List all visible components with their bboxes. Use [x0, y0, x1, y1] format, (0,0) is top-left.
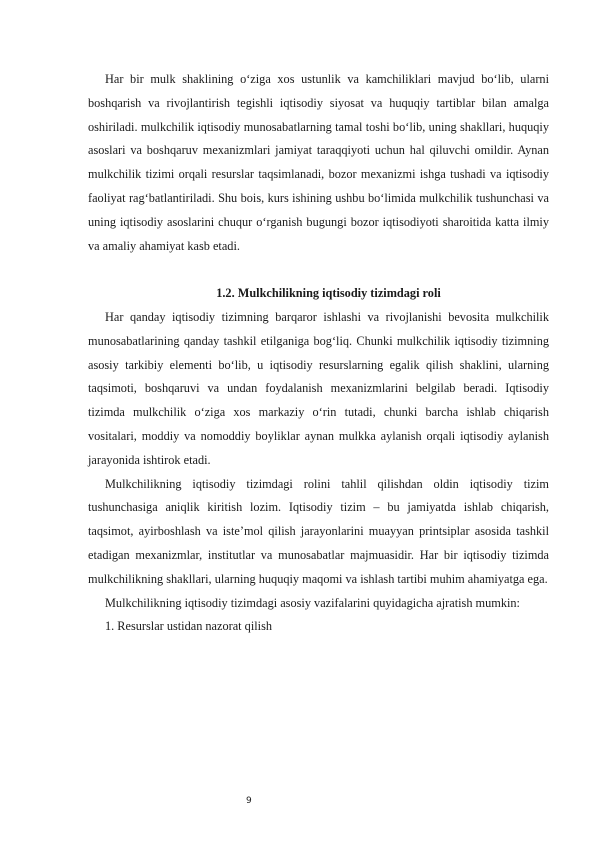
paragraph-spacer: [88, 258, 549, 282]
body-paragraph-3: Mulkchilikning iqtisodiy tizimdagi rolini tahlil qilishdan oldin iqtisodiy tizim tushunchasiga aniqlik kiritish lozim. Iqtisodiy tizim – bu jamiyatda ishlab chiqarish, taqsimot, ayirboshlash va iste’mol qilish jarayonlarini muayyan printsiplar asosida tashkil etadigan mexanizmlar, institutlar va munosabatlar majmuasidir. Har bir iqtisodiy tizimda mulkchilikning shakllari, ularning huquqiy maqomi va ishlash tartibi muhim ahamiyatga ega.: [88, 476, 549, 586]
document-body: [88, 68, 549, 639]
body-paragraph-1: Har bir mulk shaklining o‘ziga xos ustunlik va kamchiliklari mavjud bo‘lib, ularni boshqarish va rivojlantirish tegishli iqtisodiy siyosat va huquqiy tartiblar bilan amalga oshiriladi. mulkchilik iqtisodiy munosabatlarning tamal toshi bo‘lib, uning shakllari, huquqiy asoslari va boshqaruv mexanizmlari jamiyat taraqqiyoti uchun hal qiluvchi omildir. Aynan mulkchilik tizimi orqali resurslar taqsimlanadi, bozor mexanizmi ishga tushadi va iqtisodiy faoliyat rag‘batlantiriladi. Shu bois, kurs ishining ushbu bo‘limida mulkchilik tushunchasi va uning iqtisodiy asoslarini chuqur o‘rganish bugungi bozor iqtisodiyoti sharoitida katta ilmiy va amaliy ahamiyat kasb etadi.: [88, 72, 549, 253]
section-heading: 1.2. Mulkchilikning iqtisodiy tizimdagi roli: [216, 286, 441, 301]
list-item-1: 1. Resurslar ustidan nazorat qilish: [105, 619, 272, 634]
body-paragraph-2: Har qanday iqtisodiy tizimning barqaror ishlashi va rivojlanishi bevosita mulkchilik munosabatlarining qanday tashkil etilganiga bog‘liq. Chunki mulkchilik iqtisodiy tizimning asosiy tarkibiy elementi bo‘lib, u iqtisodiy resurslarning egalik qilish shaklini, ularning taqsimoti, boshqaruvi va undan foydalanish mexanizmlarini belgilab beradi. Iqtisodiy tizimda mulkchilik o‘ziga xos markaziy o‘rin tutadi, chunki barcha ishlab chiqarish vositalari, moddiy va nomoddiy boyliklar aynan mulkka aylanish orqali iqtisodiy aylanish jarayonida ishtirok etadi.: [88, 309, 549, 467]
page-number: 9: [246, 796, 252, 806]
body-paragraph-4: Mulkchilikning iqtisodiy tizimdagi asosiy vazifalarini quyidagicha ajratish mumkin:: [105, 595, 520, 610]
